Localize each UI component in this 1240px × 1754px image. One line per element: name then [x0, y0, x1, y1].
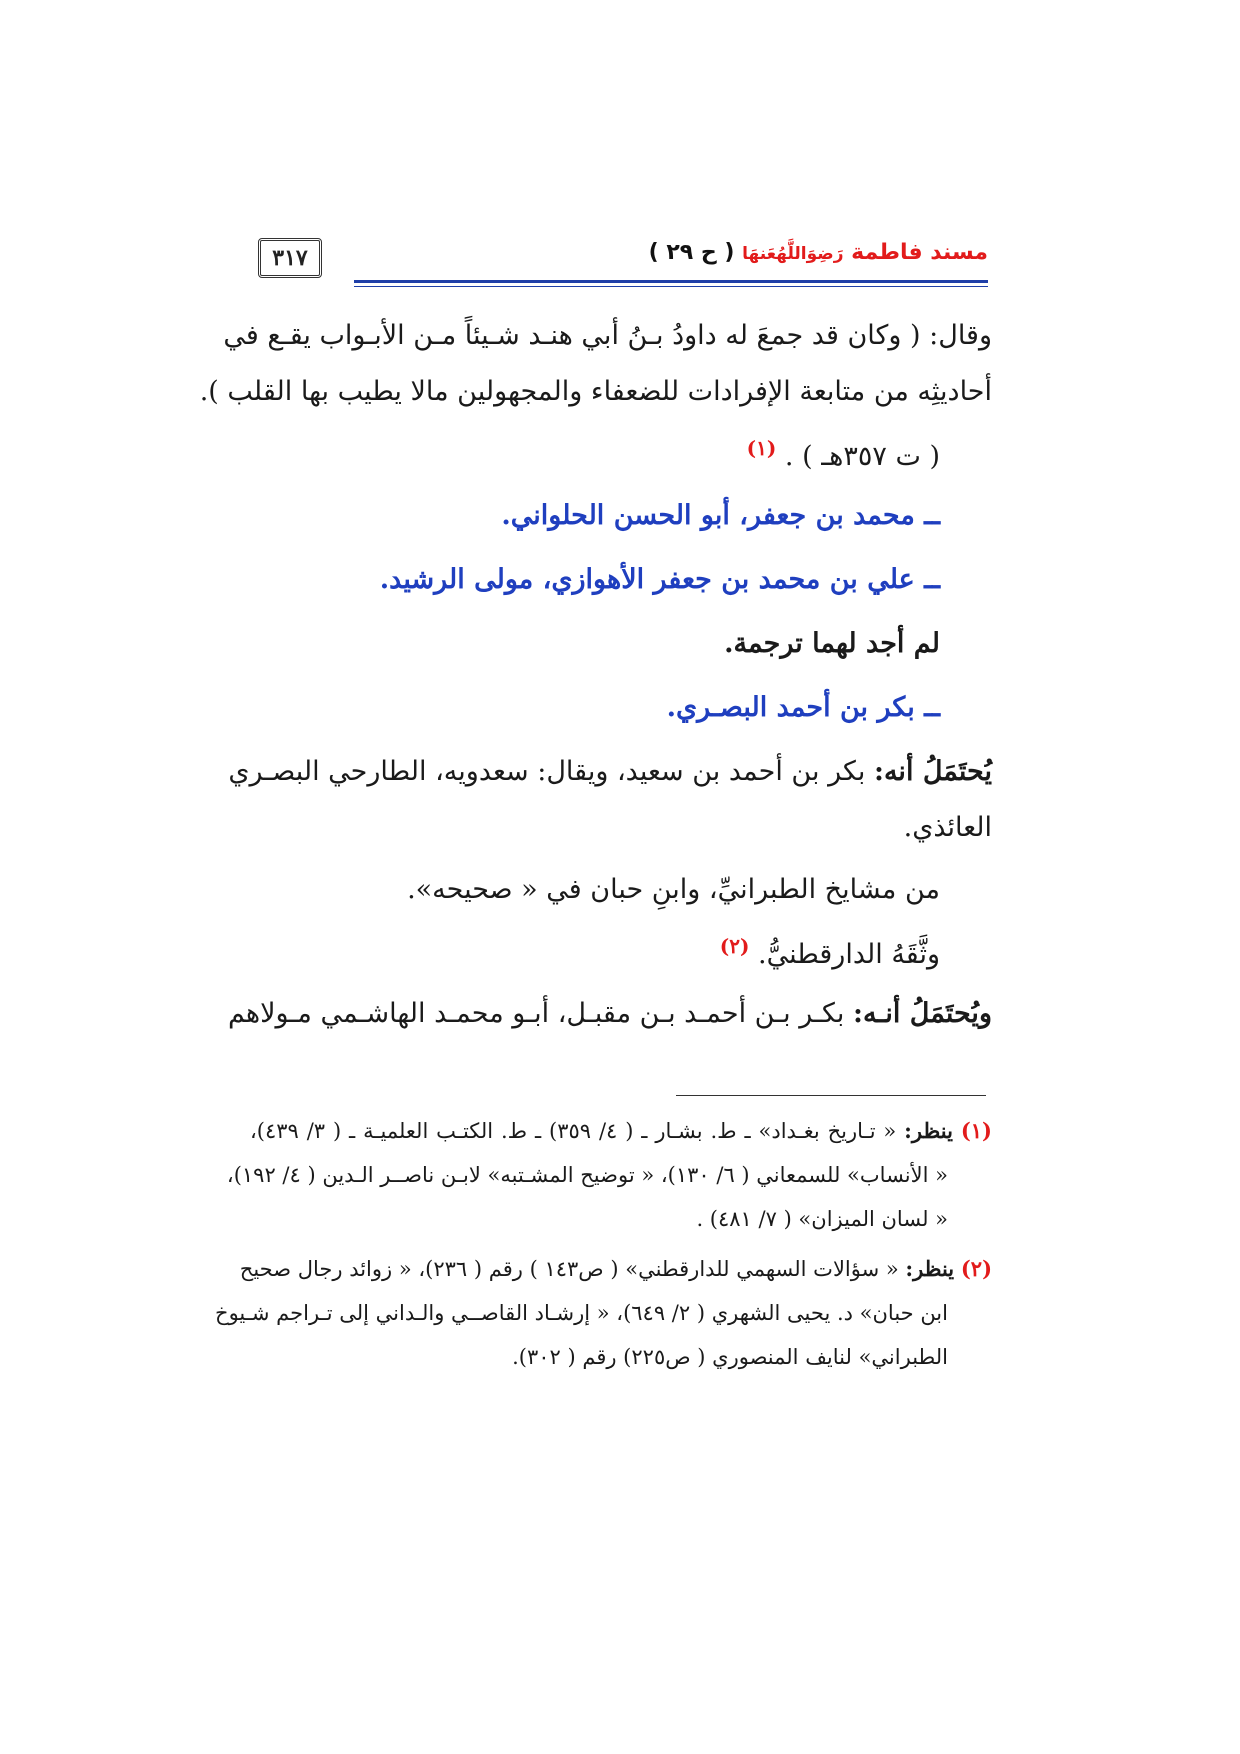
page-number: ٣١٧	[258, 238, 322, 278]
body-line-1: وقال: ( وكان قد جمعَ له داودُ بـنُ أبي هنـد شـيئاً مـن الأبـواب يقـع في	[223, 320, 992, 351]
tawthiq-text: وثَّقَهُ الدارقطنيُّ.	[758, 939, 940, 970]
header-rule-thin	[354, 286, 988, 287]
body-line-12	[227, 994, 992, 1034]
title-book: مسند فاطمة	[851, 240, 988, 265]
footnote-1-line-2: « الأنساب» للسمعاني ( ٦/ ١٣٠)، « توضيح المشـتبه» لابـن ناصــر الـدين ( ٤/ ١٩٢)،	[226, 1163, 948, 1187]
title-hadith-number: ( ح ٢٩ )	[648, 240, 735, 265]
footnote-1-label: ينظر:	[904, 1118, 953, 1143]
title-honorific: رَضِوَاللَّهُعَنهَا	[742, 244, 844, 264]
footnote-1-text: « تـاريخ بغـداد» ـ ط. بشـار ـ ( ٤/ ٣٥٩) ـ ط. الكتـب العلميـة ـ ( ٣/ ٤٣٩)،	[250, 1119, 905, 1143]
possibility-label-2: ويُحتَمَلُ أنـه:	[853, 998, 992, 1029]
narrator-heading-3: ــ بكر بن أحمد البصـري.	[666, 692, 940, 723]
running-title	[649, 240, 988, 265]
footnote-2-label: ينظر:	[905, 1256, 955, 1281]
page-header	[258, 228, 988, 288]
footnote-2-line-3: الطبراني» لنايف المنصوري ( ص٢٢٥) رقم ( ٣٠٢).	[512, 1345, 948, 1369]
body-line-2: أحاديثِه من متابعة الإفرادات للضعفاء والمجهولين مالا يطيب بها القلب ).	[199, 376, 992, 407]
body-line-11	[720, 926, 940, 975]
footnote-2-line-2: ابن حبان» د. يحيى الشهري ( ٢/ ٦٤٩)، « إرشـاد القاصــي والـداني إلى تـراجم شـيوخ	[215, 1301, 948, 1325]
narrator-heading-1: ــ محمد بن جعفر، أبو الحسن الحلواني.	[501, 500, 940, 531]
body-line-10: من مشايخ الطبرانيِّ، وابنِ حبان في « صحيحه».	[407, 874, 940, 905]
footnote-separator	[676, 1095, 986, 1096]
footnote-marker-2: (٢)	[719, 934, 750, 958]
footnote-2-line-1	[239, 1254, 992, 1284]
footnote-1-number: (١)	[960, 1118, 992, 1143]
footnote-2-text: « سؤالات السهمي للدارقطني» ( ص١٤٣ ) رقم ( ٢٣٦)، « زوائد رجال صحيح	[239, 1257, 906, 1281]
no-biography-note: لم أجد لهما ترجمة.	[724, 628, 940, 659]
death-date: ( ت ٣٥٧هـ ) .	[784, 441, 940, 472]
body-line-8	[228, 752, 992, 792]
footnote-marker-1: (١)	[746, 436, 777, 460]
body-line-9: العائذي.	[903, 812, 992, 843]
possibility-text-1: بكر بن أحمد بن سعيد، ويقال: سعدويه، الطارحي البصـري	[228, 756, 874, 787]
body-line-3	[747, 428, 940, 477]
footnote-2-number: (٢)	[960, 1256, 992, 1281]
narrator-heading-2: ــ علي بن محمد بن جعفر الأهوازي، مولى الرشيد.	[379, 564, 940, 595]
header-rule	[354, 280, 988, 283]
possibility-label-1: يُحتَمَلُ أنه:	[873, 756, 992, 787]
possibility-text-2: بكـر بـن أحمـد بـن مقبـل، أبـو محمـد الهاشـمي مـولاهم	[227, 998, 854, 1029]
footnote-1-line-3: « لسان الميزان» ( ٧/ ٤٨١) .	[696, 1207, 948, 1231]
footnote-1-line-1	[250, 1116, 992, 1146]
